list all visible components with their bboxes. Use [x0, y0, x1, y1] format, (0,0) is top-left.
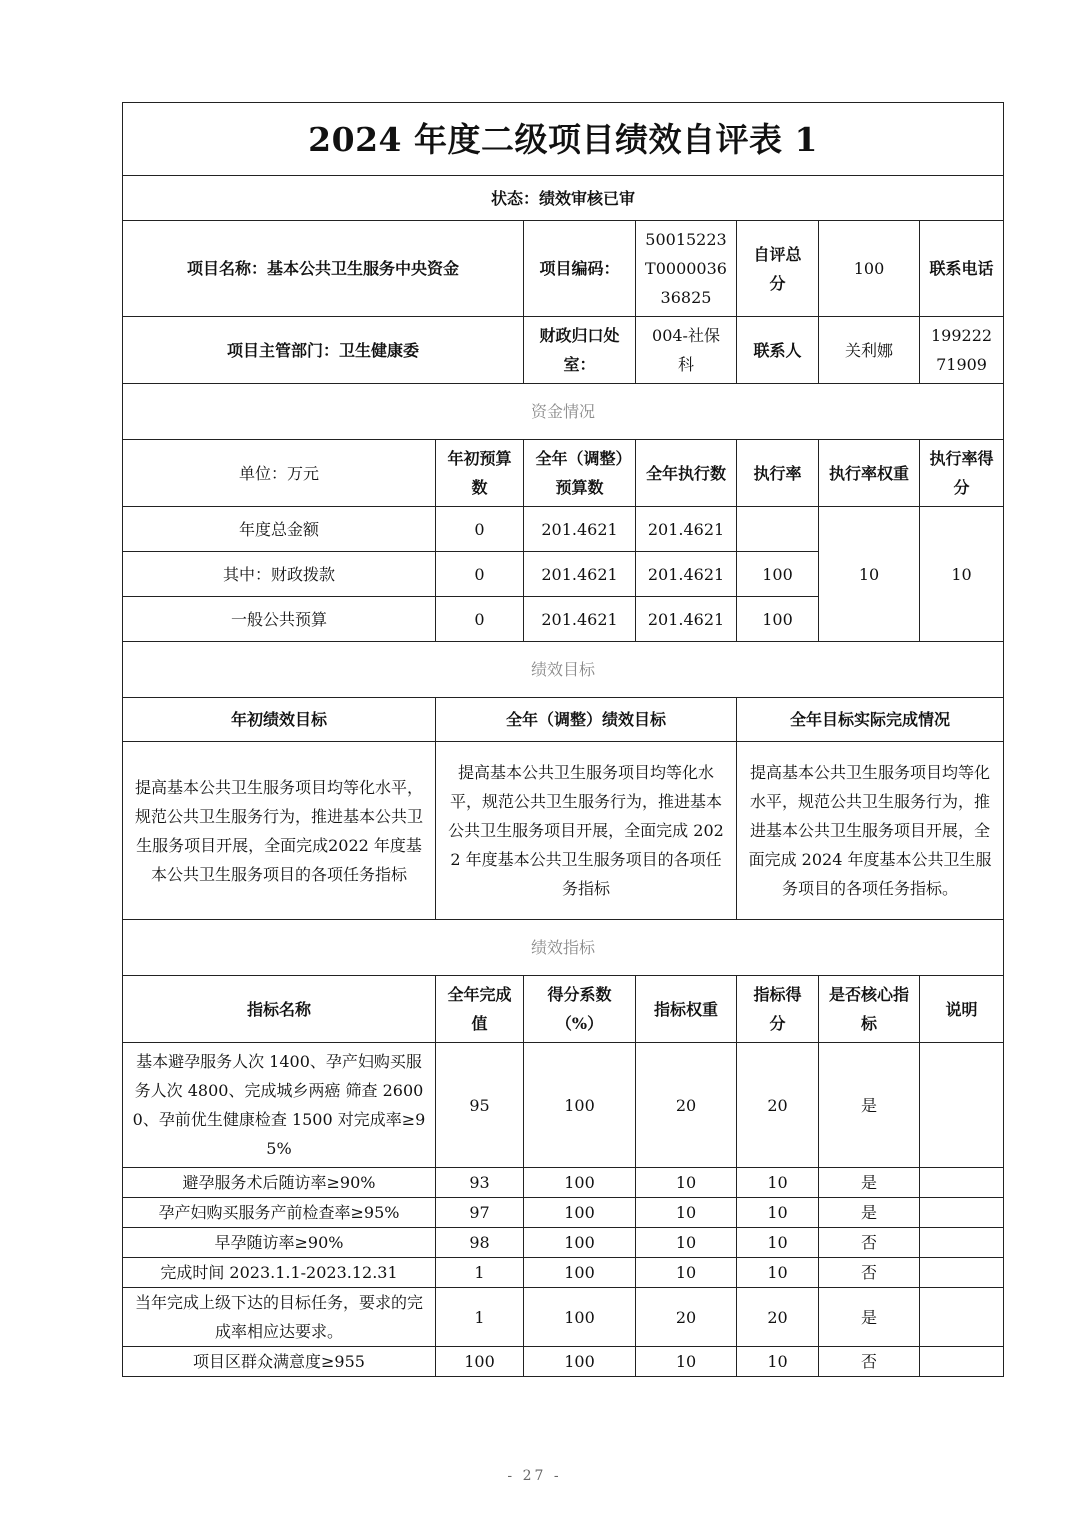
funds-header-unit: 单位：万元 [123, 440, 436, 507]
indicator-note [920, 1043, 1004, 1168]
phone-value: 19922271909 [920, 317, 1004, 384]
funds-header-adjusted: 全年（调整）预算数 [524, 440, 636, 507]
finance-office-label: 财政归口处室： [524, 317, 636, 384]
indicator-coef: 100 [524, 1043, 636, 1168]
indicator-header-value: 全年完成值 [436, 976, 524, 1043]
indicator-name: 基本避孕服务人次 1400、孕产妇购买服务人次 4800、完成城乡两癌 筛查 26000、孕前优生健康检查 1500 对完成率≥95% [123, 1043, 436, 1168]
indicator-score: 20 [737, 1288, 819, 1347]
indicator-header-name: 指标名称 [123, 976, 436, 1043]
indicator-name: 完成时间 2023.1.1-2023.12.31 [123, 1258, 436, 1288]
indicator-value: 93 [436, 1168, 524, 1198]
goal-initial-text: 提高基本公共卫生服务项目均等化水平，规范公共卫生服务行为，推进基本公共卫生服务项目开展，全面完成2022 年度基本公共卫生服务项目的各项任务指标 [123, 742, 436, 920]
indicator-core: 否 [819, 1347, 920, 1377]
funds-rate-score: 10 [920, 507, 1004, 642]
goals-section-title: 绩效目标 [123, 642, 1004, 698]
indicator-note [920, 1347, 1004, 1377]
indicator-name: 项目区群众满意度≥955 [123, 1347, 436, 1377]
funds-row-executed: 201.4621 [636, 552, 737, 597]
indicator-coef: 100 [524, 1228, 636, 1258]
indicator-header-core: 是否核心指标 [819, 976, 920, 1043]
indicator-score: 10 [737, 1228, 819, 1258]
project-name-label: 项目名称：基本公共卫生服务中央资金 [123, 221, 524, 317]
indicator-name: 早孕随访率≥90% [123, 1228, 436, 1258]
indicator-note [920, 1288, 1004, 1347]
self-score-value: 100 [819, 221, 920, 317]
funds-header-executed: 全年执行数 [636, 440, 737, 507]
indicator-core: 是 [819, 1198, 920, 1228]
page-number: - 27 - [507, 1468, 562, 1484]
funds-row-adjusted: 201.4621 [524, 507, 636, 552]
indicator-score: 20 [737, 1043, 819, 1168]
contact-label: 联系人 [737, 317, 819, 384]
indicator-name: 避孕服务术后随访率≥90% [123, 1168, 436, 1198]
indicator-value: 1 [436, 1258, 524, 1288]
indicator-note [920, 1198, 1004, 1228]
goals-header-initial: 年初绩效目标 [123, 698, 436, 742]
indicator-name: 孕产妇购买服务产前检查率≥95% [123, 1198, 436, 1228]
funds-header-weight: 执行率权重 [819, 440, 920, 507]
funds-row-initial: 0 [436, 507, 524, 552]
indicator-row [123, 1288, 1004, 1347]
page-title: 2024 年度二级项目绩效自评表 1 [123, 103, 1004, 176]
indicator-header-coef: 得分系数（%） [524, 976, 636, 1043]
indicator-coef: 100 [524, 1347, 636, 1377]
indicator-weight: 20 [636, 1043, 737, 1168]
funds-section-title: 资金情况 [123, 384, 1004, 440]
funds-header-score: 执行率得分 [920, 440, 1004, 507]
indicator-core: 否 [819, 1258, 920, 1288]
goals-header-actual: 全年目标实际完成情况 [737, 698, 1004, 742]
indicator-row [123, 1168, 1004, 1198]
indicator-row [123, 1258, 1004, 1288]
indicator-name: 当年完成上级下达的目标任务，要求的完成率相应达要求。 [123, 1288, 436, 1347]
funds-row-initial: 0 [436, 552, 524, 597]
phone-label: 联系电话 [920, 221, 1004, 317]
funds-header-initial: 年初预算数 [436, 440, 524, 507]
funds-row-name: 一般公共预算 [123, 597, 436, 642]
indicator-value: 95 [436, 1043, 524, 1168]
indicator-core: 是 [819, 1168, 920, 1198]
funds-row-initial: 0 [436, 597, 524, 642]
indicator-value: 98 [436, 1228, 524, 1258]
indicator-score: 10 [737, 1258, 819, 1288]
indicator-value: 97 [436, 1198, 524, 1228]
indicator-coef: 100 [524, 1288, 636, 1347]
performance-self-evaluation-table [122, 102, 1004, 1377]
funds-row-rate [737, 507, 819, 552]
funds-row-name: 其中：财政拨款 [123, 552, 436, 597]
indicator-coef: 100 [524, 1198, 636, 1228]
indicator-coef: 100 [524, 1258, 636, 1288]
goals-header-adjusted: 全年（调整）绩效目标 [436, 698, 737, 742]
indicator-row [123, 1043, 1004, 1168]
indicator-weight: 10 [636, 1168, 737, 1198]
funds-row-adjusted: 201.4621 [524, 552, 636, 597]
funds-row [123, 507, 1004, 552]
indicator-note [920, 1258, 1004, 1288]
funds-row-adjusted: 201.4621 [524, 597, 636, 642]
indicator-header-weight: 指标权重 [636, 976, 737, 1043]
indicators-section-title: 绩效指标 [123, 920, 1004, 976]
dept-label: 项目主管部门：卫生健康委 [123, 317, 524, 384]
funds-row-rate: 100 [737, 597, 819, 642]
goal-adjusted-text: 提高基本公共卫生服务项目均等化水平，规范公共卫生服务行为，推进基本公共卫生服务项目开展，全面完成 2022 年度基本公共卫生服务项目的各项任务指标 [436, 742, 737, 920]
funds-rate-weight: 10 [819, 507, 920, 642]
indicator-score: 10 [737, 1168, 819, 1198]
indicator-value: 100 [436, 1347, 524, 1377]
funds-row-executed: 201.4621 [636, 597, 737, 642]
indicator-note [920, 1228, 1004, 1258]
finance-office-value: 004-社保科 [636, 317, 737, 384]
status-text: 状态：绩效审核已审 [123, 176, 1004, 221]
indicator-header-note: 说明 [920, 976, 1004, 1043]
indicator-weight: 10 [636, 1347, 737, 1377]
self-score-label: 自评总分 [737, 221, 819, 317]
goal-actual-text: 提高基本公共卫生服务项目均等化水平，规范公共卫生服务行为，推进基本公共卫生服务项目开展，全面完成 2024 年度基本公共卫生服务项目的各项任务指标。 [737, 742, 1004, 920]
indicator-coef: 100 [524, 1168, 636, 1198]
indicator-core: 是 [819, 1043, 920, 1168]
indicator-weight: 10 [636, 1198, 737, 1228]
indicator-value: 1 [436, 1288, 524, 1347]
indicator-row [123, 1347, 1004, 1377]
project-code-label: 项目编码： [524, 221, 636, 317]
indicator-row [123, 1198, 1004, 1228]
funds-header-rate: 执行率 [737, 440, 819, 507]
indicator-row [123, 1228, 1004, 1258]
indicator-score: 10 [737, 1198, 819, 1228]
indicator-weight: 20 [636, 1288, 737, 1347]
funds-row-rate: 100 [737, 552, 819, 597]
funds-row-executed: 201.4621 [636, 507, 737, 552]
indicator-score: 10 [737, 1347, 819, 1377]
indicator-weight: 10 [636, 1258, 737, 1288]
contact-value: 关利娜 [819, 317, 920, 384]
indicator-core: 否 [819, 1228, 920, 1258]
indicator-note [920, 1168, 1004, 1198]
indicator-weight: 10 [636, 1228, 737, 1258]
indicator-header-score: 指标得分 [737, 976, 819, 1043]
indicator-core: 是 [819, 1288, 920, 1347]
funds-row-name: 年度总金额 [123, 507, 436, 552]
project-code-value: 50015223T000003636825 [636, 221, 737, 317]
